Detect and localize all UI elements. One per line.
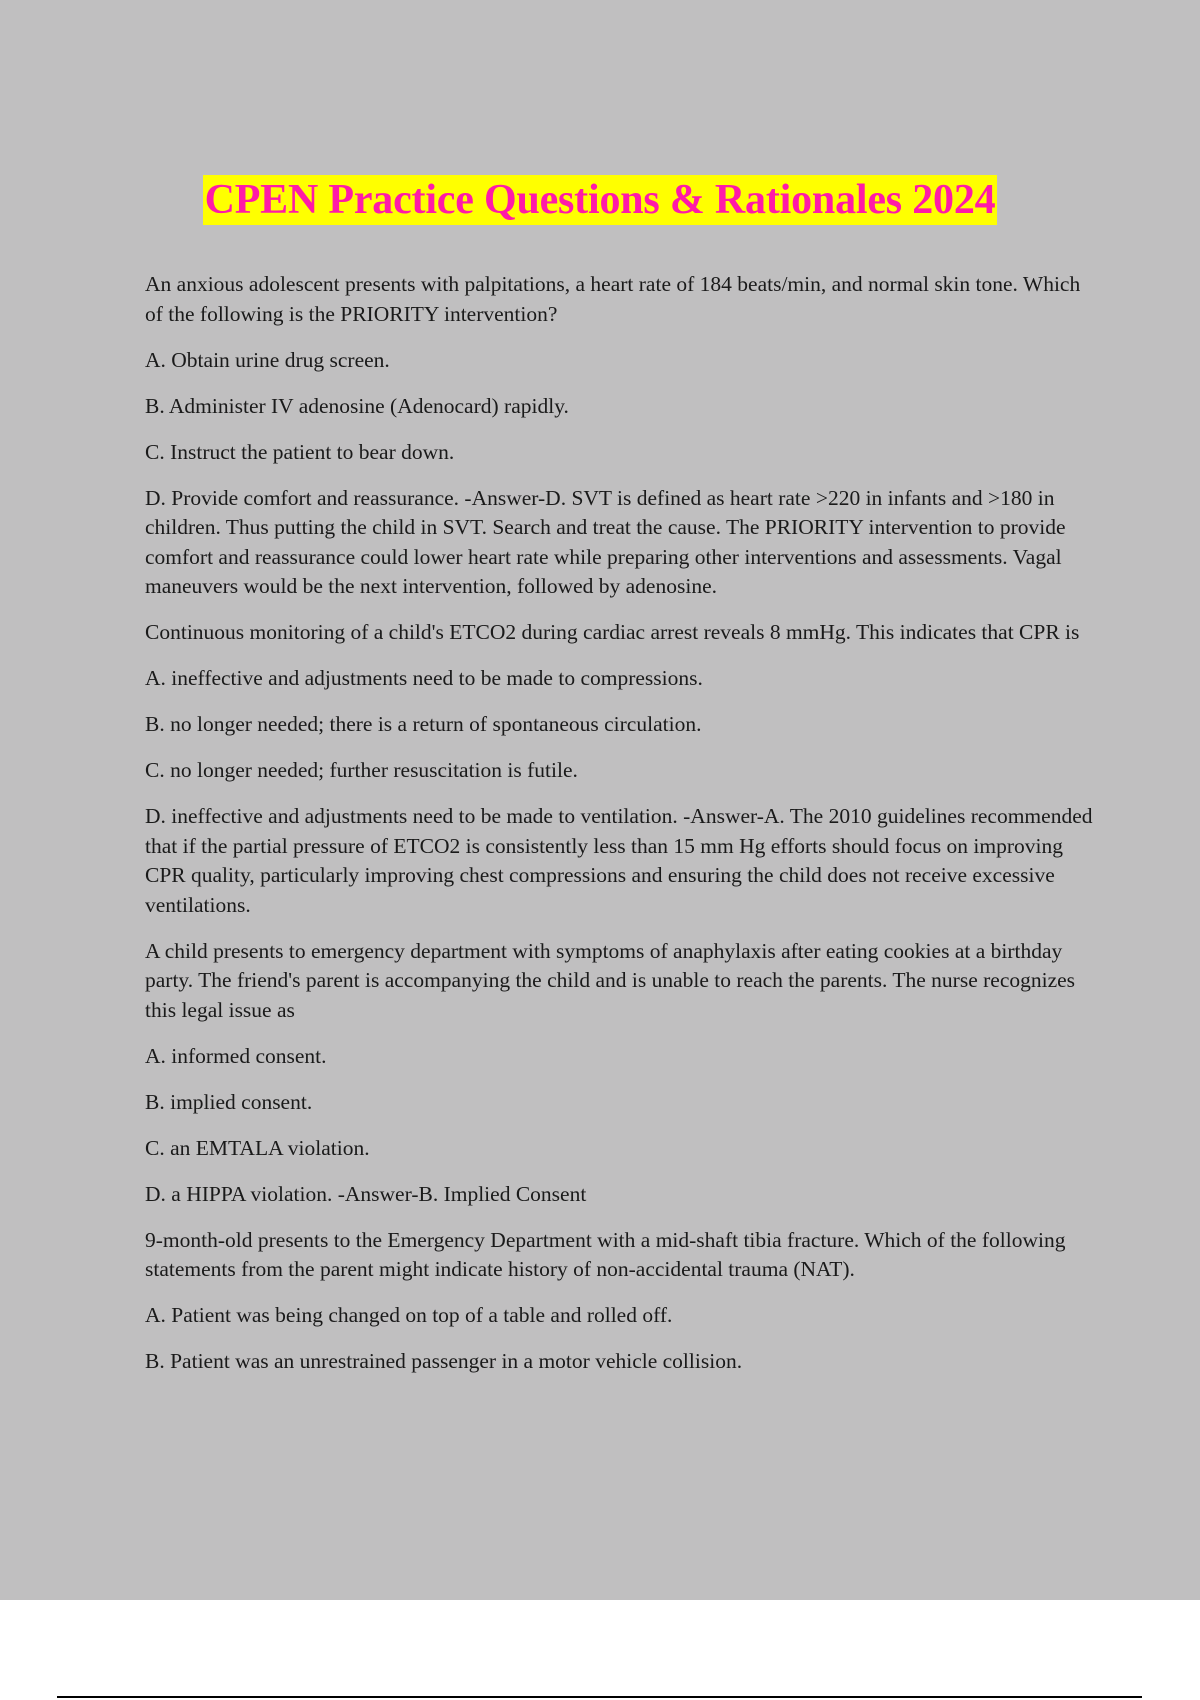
- question-4-option-a: A. Patient was being changed on top of a table and rolled off.: [145, 1303, 673, 1327]
- question-2-option-b: B. no longer needed; there is a return of spontaneous circulation.: [145, 712, 702, 736]
- question-2-option-c: C. no longer needed; further resuscitation is futile.: [145, 758, 578, 782]
- question-3-option-a: A. informed consent.: [145, 1043, 327, 1068]
- question-2-option-a: A. ineffective and adjustments need to be made to compressions.: [145, 666, 703, 690]
- question-1-option-c: C. Instruct the patient to bear down.: [145, 439, 455, 464]
- title-block: [0, 175, 1200, 225]
- bottom-divider: [57, 1696, 1142, 1698]
- question-3-stem: A child presents to emergency department with symptoms of anaphylaxis after eating cookies at a birthday party. The friend's parent is accompanying the child and is unable to reach the parents. The nurse recognizes this legal issue as: [145, 938, 1076, 1022]
- question-1-option-d-answer: D. Provide comfort and reassurance. -Answer-D. SVT is defined as heart rate >220 in infants and >180 in children. Thus putting the child in SVT. Search and treat the cause. The PRIORITY intervention to provide comfort and reassurance could lower heart rate while preparing other interventions and assessments. Vagal maneuvers would be the next intervention, followed by adenosine.: [145, 485, 1066, 598]
- question-1-option-a: A. Obtain urine drug screen.: [145, 347, 390, 372]
- document-title: CPEN Practice Questions & Rationales 2024: [204, 177, 996, 223]
- question-2-stem: Continuous monitoring of a child's ETCO2 during cardiac arrest reveals 8 mmHg. This indicates that CPR is: [145, 620, 1080, 644]
- question-3-option-c: C. an EMTALA violation.: [145, 1135, 370, 1160]
- question-3-option-d-answer: D. a HIPPA violation. -Answer-B. Implied Consent: [145, 1181, 587, 1206]
- question-1-stem: An anxious adolescent presents with palpitations, a heart rate of 184 beats/min, and normal skin tone. Which of the following is the PRIORITY intervention?: [145, 272, 1081, 326]
- document-body: [145, 270, 1095, 1393]
- question-4-option-b: B. Patient was an unrestrained passenger in a motor vehicle collision.: [145, 1349, 743, 1373]
- question-3-option-b: B. implied consent.: [145, 1089, 313, 1114]
- question-1-option-b: B. Administer IV adenosine (Adenocard) rapidly.: [145, 393, 569, 418]
- question-4-stem: 9-month-old presents to the Emergency Department with a mid-shaft tibia fracture. Which of the following statements from the parent might indicate history of non-accidental trauma (NAT).: [145, 1227, 1066, 1281]
- question-2-option-d-answer: D. ineffective and adjustments need to be made to ventilation. -Answer-A. The 2010 guidelines recommended that if the partial pressure of ETCO2 is consistently less than 15 mm Hg efforts should focus on improving CPR quality, particularly improving chest compressions and ensuring the child does not receive excessive ventilations.: [145, 804, 1093, 917]
